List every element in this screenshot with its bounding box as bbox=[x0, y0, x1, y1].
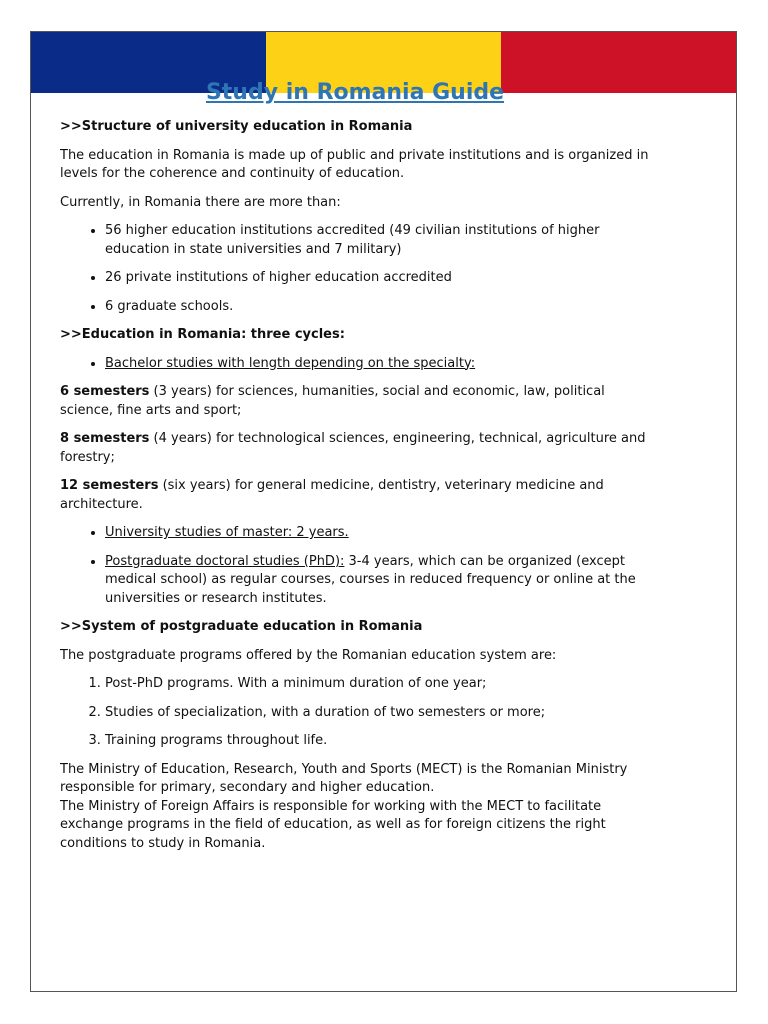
paragraph-education-intro: The education in Romania is made up of public and private institutions and is organized in levels for the coherence and continuity of education. bbox=[60, 147, 649, 181]
master-phd-list bbox=[60, 524, 650, 608]
paragraph-mect: The Ministry of Education, Research, Youth and Sports (MECT) is the Romanian Ministry responsible for primary, secondary and higher education. bbox=[60, 761, 628, 795]
phd-label: Postgraduate doctoral studies (PhD): bbox=[105, 553, 345, 569]
section-heading-structure: >>Structure of university education in Romania bbox=[60, 119, 413, 134]
list-item bbox=[105, 553, 650, 609]
section-heading-cycles: >>Education in Romania: three cycles: bbox=[60, 327, 345, 342]
paragraph-currently: Currently, in Romania there are more than: bbox=[60, 194, 341, 210]
paragraph-6-semesters bbox=[60, 383, 650, 420]
bachelor-label: Bachelor studies with length depending on the specialty: bbox=[105, 355, 476, 371]
master-label: University studies of master: 2 years. bbox=[105, 525, 349, 540]
paragraph-12-semesters bbox=[60, 477, 650, 514]
document-content bbox=[60, 78, 650, 853]
sem6-bold: 6 semesters bbox=[60, 384, 150, 399]
paragraph-foreign-affairs: The Ministry of Foreign Affairs is responsible for working with the MECT to facilitate exchange programs in the field of education, as well as for foreign citizens the right conditions to study in Romania. bbox=[60, 798, 606, 851]
list-item: 2. Studies of specialization, with a duration of two semesters or more; bbox=[105, 704, 650, 723]
paragraph-postgraduate-intro: The postgraduate programs offered by the Romanian education system are: bbox=[60, 647, 557, 663]
sem12-bold: 12 semesters bbox=[60, 478, 159, 493]
list-item: • 56 higher education institutions accredited (49 civilian institutions of higher education in state universities and 7 military) bbox=[105, 222, 650, 259]
phd-text: 3-4 years, which can be organized (except medical school) as regular courses, courses in reduced frequency or online at the universities or research institutes. bbox=[105, 553, 636, 606]
sem6-text: (3 years) for sciences, humanities, social and economic, law, political science, fine arts and sport; bbox=[60, 384, 605, 418]
list-item: • 6 graduate schools. bbox=[105, 298, 650, 317]
page-title: Study in Romania Guide bbox=[205, 80, 505, 105]
sem12-text: (six years) for general medicine, dentistry, veterinary medicine and architecture. bbox=[60, 478, 604, 512]
list-item bbox=[105, 524, 650, 543]
list-item: • 26 private institutions of higher education accredited bbox=[105, 269, 650, 288]
list-item: 1. Post-PhD programs. With a minimum duration of one year; bbox=[105, 675, 650, 694]
paragraph-8-semesters bbox=[60, 430, 650, 467]
sem8-bold: 8 semesters bbox=[60, 431, 150, 446]
sem8-text: (4 years) for technological sciences, engineering, technical, agriculture and forestry; bbox=[60, 431, 646, 465]
postgraduate-list bbox=[60, 675, 650, 751]
bachelor-list bbox=[60, 355, 650, 374]
list-item: 3. Training programs throughout life. bbox=[105, 732, 650, 751]
list-item bbox=[105, 355, 650, 374]
institutions-list bbox=[60, 222, 650, 316]
section-heading-postgraduate: >>System of postgraduate education in Romania bbox=[60, 619, 423, 634]
